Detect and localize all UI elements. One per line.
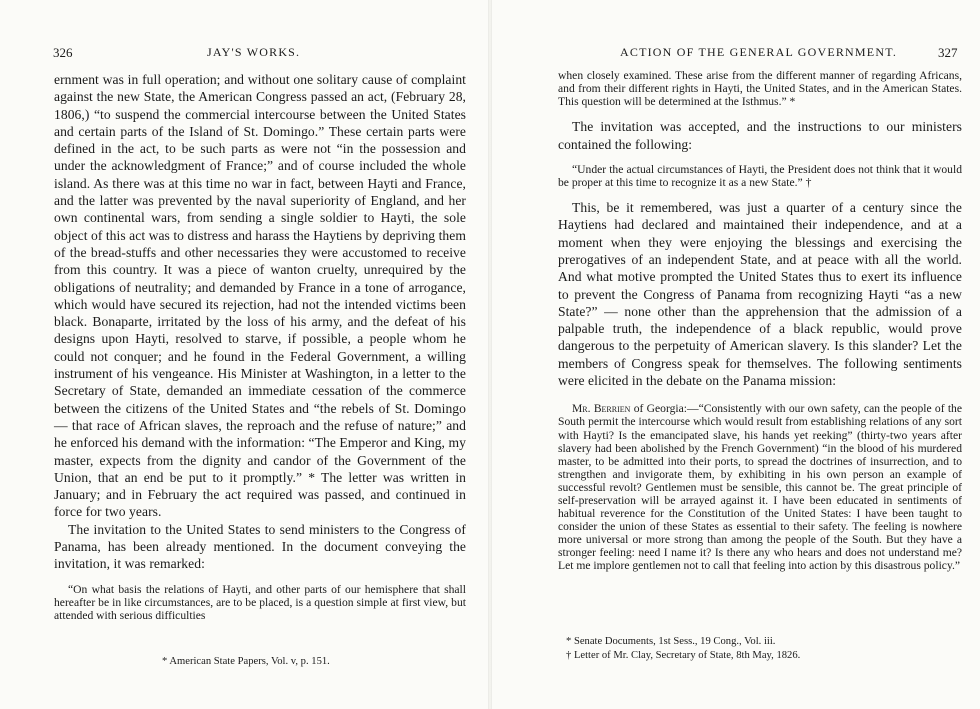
- left-running-head: JAY'S WORKS.: [207, 45, 301, 59]
- right-quote-3-text: of Georgia:—“Consistently with our own safety, can the people of the South permit the intercourse which would result from establishing relations of any sort with Hayti? Is the emancipated slave, his hands yet reeking” (thirty-two years after slavery had been abolished by the French Government) “in the blood of his murdered master, to be admitted into their ports, to spread the doctrines of insurrection, and to strengthen and invigorate them, by exhibiting in his own person an example of successful revolt? Gentlemen must be sensible, this cannot be. The great principle of self-preservation will be arrayed against it. I have been educated in sentiments of habitual reverence for the Constitution of the United States: I have been taught to consider the union of these States as essential to their safety. The feeling is nowhere more universal or more strong than among the people of the South. But they have a stronger feeling: need I name it? Is there any who hears and does not understand me? Let me implore gentlemen not to call that feeling into action by this disastrous policy.”: [558, 402, 963, 573]
- left-paragraph-2: The invitation to the United States to send ministers to the Congress of Panama, has been already mentioned. In the document conveying the invitation, it was remarked:: [54, 521, 466, 572]
- left-block-quote: “On what basis the relations of Hayti, and other parts of our hemisphere that shall hereafter be in like circumstances, are to be placed, is a question simple at first view, but attended with serious difficulties: [54, 582, 466, 622]
- right-page-body: [558, 69, 962, 573]
- right-quote-continued: when closely examined. These arise from the different manner of regarding Africans, and from their different rights in Hayti, the United States, and in the American States. This question will be determined at the Isthmus.” *: [558, 69, 962, 109]
- right-footnote-1: * Senate Documents, 1st Sess., 19 Cong., Vol. iii.: [566, 636, 776, 647]
- right-page-number: 327: [938, 45, 958, 60]
- right-paragraph-1: The invitation was accepted, and the instructions to our ministers contained the following:: [558, 119, 962, 152]
- speaker-name: Mr. Berrien: [572, 402, 631, 416]
- left-page-number: 326: [53, 45, 73, 60]
- right-footnotes: [566, 635, 800, 663]
- right-quote-2: “Under the actual circumstances of Hayti, the President does not think that it would be proper at this time to recognize it as a new State.” †: [558, 162, 962, 189]
- right-quote-3: [558, 402, 962, 572]
- left-footnote: * American State Papers, Vol. v, p. 151.: [162, 656, 330, 667]
- right-footnote-2: † Letter of Mr. Clay, Secretary of State, 8th May, 1826.: [566, 650, 801, 661]
- left-paragraph-1: ernment was in full operation; and without one solitary cause of complaint against the new State, the American Congress passed an act, (February 28, 1806,) “to suspend the commercial intercourse between the United States and certain parts of the Island of St. Domingo.” These certain parts were defined in the act, to be such parts as were not “in the possession and under the acknowledgment of France;” and of course included the whole island. As there was at this time no war in fact, between Hayti and France, and the latter was prevented by the naval superiority of England, and her own continental wars, from sending a single soldier to Hayti, the sole object of this act was to distress and harass the Haytiens by depriving them of the bread-stuffs and other necessaries they were accustomed to receive from this country. It was a piece of wanton cruelty, unrequired by the obligations of neutrality; and demanded by France in a tone of arrogance, which would have secured its rejection, had not the intended victims been black. Bonaparte, irritated by the loss of his army, and the defeat of his designs upon Hayti, resolved to starve, if possible, a people whom he could not conquer; and he found in the Federal Government, a willing instrument of his vengeance. His Minister at Washington, in a letter to the Secretary of State, demanded an immediate cessation of the commerce between the citizens of the United States and “the rebels of St. Domingo — that race of African slaves, the reproach and the refuse of nature;” and he enforced his demand with the information: “The Emperor and King, my master, expects from the dignity and candor of the Government of the Union, that an end be put to it promptly.” * The letter was written in January; and in February the act required was passed, and continued in force for two years.: [54, 72, 466, 520]
- right-paragraph-2: This, be it remembered, was just a quarter of a century since the Haytiens had declared and maintained their independence, and at a moment when they were enjoying the blessings and exercising the prerogatives of an independent State, and at peace with all the world. And what motive prompted the United States thus to exert its influence to prevent the Congress of Panama from recognizing Hayti “as a new State?” — none other than the apprehension that the admission of a palpable truth, the independence of a black republic, would prove dangerous to the perpetuity of American slavery. Is this slander? Let the members of Congress speak for themselves. The following sentiments were elicited in the debate on the Panama mission:: [558, 200, 962, 389]
- right-page: [490, 0, 980, 709]
- left-page-body: [54, 71, 466, 622]
- right-running-head: ACTION OF THE GENERAL GOVERNMENT.: [620, 45, 898, 59]
